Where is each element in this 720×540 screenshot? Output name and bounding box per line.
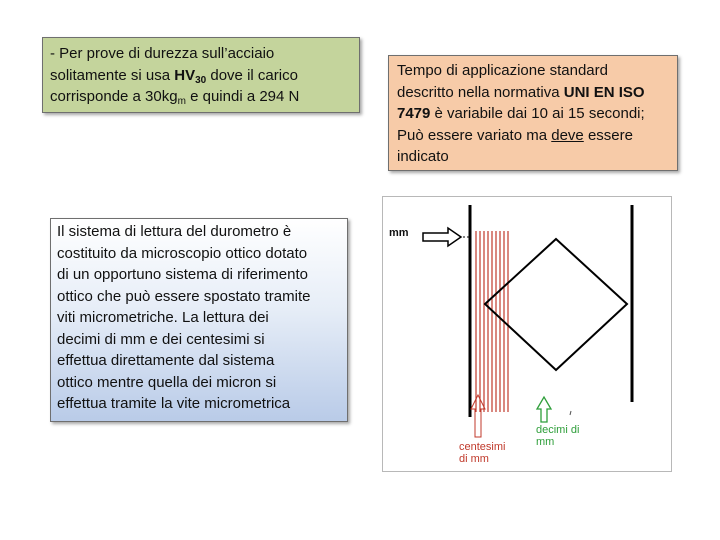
- lettura-line: ottico mentre quella dei micron si: [57, 373, 277, 391]
- lettura-line: effettua tramite la vite micrometrica: [57, 395, 291, 412]
- tempo-line-1: Tempo di applicazione standard: [397, 62, 608, 79]
- reading-system-box: [50, 218, 348, 422]
- centesimi-label-1: centesimi: [459, 441, 506, 453]
- micrometer-reading-diagram: [382, 196, 672, 472]
- tempo-line-4: Può essere variato ma deve essere: [397, 126, 633, 144]
- mm-label: mm: [389, 227, 409, 239]
- tempo-line-3: 7479 è variabile dai 10 ai 15 secondi;: [397, 105, 645, 122]
- centesimi-label-2: di mm: [459, 453, 489, 465]
- hv-line-3: corrisponde a $30kg_m$ e quindi a 294 N: [50, 88, 300, 107]
- centesimi-arrow: [471, 395, 485, 437]
- lettura-line: Il sistema di lettura del durometro è: [57, 223, 292, 240]
- decimi-arrow: [537, 397, 551, 422]
- diagram-svg: [383, 197, 673, 473]
- hv30-note-box: [42, 37, 360, 113]
- lettura-line: costituito da microscopio ottico dotato: [57, 244, 308, 262]
- mm-pointer-arrow: [423, 228, 461, 246]
- lettura-line: effettua direttamente dal sistema: [57, 352, 275, 369]
- tempo-line-2: descritto nella normativa UNI EN ISO: [397, 83, 645, 101]
- hv-line-1: - Per prove di durezza sull’acciaio: [50, 45, 275, 62]
- diamond-imprint: [485, 239, 627, 370]
- hv-line-2: solitamente si usa $HV_{30}$ dove il carico: [50, 66, 298, 86]
- decimi-label-1: decimi di: [536, 424, 580, 436]
- lettura-line: decimi di mm e dei centesimi si: [57, 330, 265, 348]
- lettura-line: ottico che può essere spostato tramite: [57, 287, 311, 305]
- decimi-label-2: mm: [536, 436, 555, 448]
- lettura-line: viti micrometriche. La lettura dei: [57, 309, 269, 326]
- application-time-box: [388, 55, 678, 171]
- tempo-line-5: indicato: [397, 148, 449, 165]
- lettura-line: di un opportuno sistema di riferimento: [57, 266, 308, 283]
